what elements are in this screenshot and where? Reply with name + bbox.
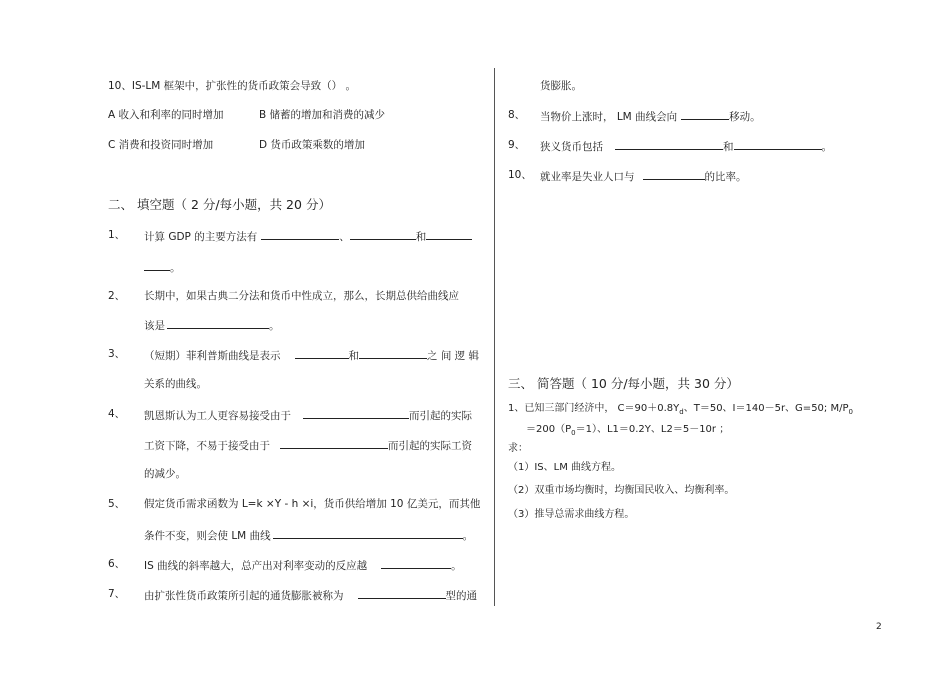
q10-stem: 10、IS-LM 框架中，扩张性的货币政策会导致（） 。	[108, 80, 356, 92]
fill-q2-line2: 该是 。	[144, 317, 280, 333]
fill-q1-number: 1、	[108, 229, 126, 241]
blank-line	[273, 527, 463, 539]
blank-line	[358, 587, 446, 599]
fill-q7-number: 7、	[108, 588, 126, 600]
blank-line	[144, 259, 170, 271]
fill-q8-line: 当物价上涨时， LM 曲线会向 移动。	[540, 108, 761, 124]
fill-q1-line1: 计算 GDP 的主要方法有 、 和	[144, 228, 472, 244]
blank-line	[615, 138, 723, 150]
blank-line	[643, 168, 705, 180]
fill-q6-line1: IS 曲线的斜率越大，总产出对利率变动的反应越 。	[144, 557, 462, 573]
blank-line	[280, 437, 388, 449]
blank-line	[350, 228, 416, 240]
q10-option-c: C 消费和投资同时增加	[108, 139, 214, 151]
fill-q10-number: 10、	[508, 169, 532, 181]
fill-q9-number: 9、	[508, 139, 526, 151]
section2-heading: 二、 填空题（ 2 分/每小题，共 20 分）	[108, 197, 331, 212]
blank-line	[359, 347, 427, 359]
blank-line	[734, 138, 822, 150]
q10-option-b: B 储蓄的增加和消费的减少	[259, 109, 386, 121]
fill-q5-line1: 假定货币需求函数为 L=k ×Y - h ×i，货币供给增加 10 亿美元，而其他	[144, 498, 481, 510]
q1-line1: 1、已知三部门经济中， $C=90+0.8Y_d$、T＝50、I＝140－5r、G=50; $M/P_0$	[508, 403, 853, 416]
fill-q4-line1: 凯恩斯认为工人更容易接受由于 而引起的实际	[144, 407, 472, 423]
fill-q8-number: 8、	[508, 109, 526, 121]
blank-line	[261, 228, 339, 240]
fill-q9-line: 狭义货币包括 和 。	[540, 138, 832, 154]
section3-heading: 三、 简答题（ 10 分/每小题，共 30 分）	[508, 376, 739, 391]
fill-q2-number: 2、	[108, 290, 126, 302]
fill-q3-line2: 关系的曲线。	[144, 378, 207, 390]
q1-part3: （3）推导总需求曲线方程。	[508, 509, 635, 520]
q1-line2: $=200(P_0=1)$、L1＝0.2Y、L2＝5－10r ；	[526, 424, 730, 437]
fill-q10-line: 就业率是失业人口与 的比率。	[540, 168, 747, 184]
fill-q2-line1: 长期中，如果古典二分法和货币中性成立，那么，长期总供给曲线应	[144, 290, 459, 302]
fill-q5-number: 5、	[108, 498, 126, 510]
blank-line	[681, 108, 729, 120]
q1-part2: （2）双重市场均衡时，均衡国民收入、均衡利率。	[508, 485, 735, 496]
q10-option-d: D 货币政策乘数的增加	[259, 139, 365, 151]
blank-line	[303, 407, 409, 419]
blank-line	[381, 557, 451, 569]
blank-line	[426, 228, 472, 240]
q1-part1: （1）IS、LM 曲线方程。	[508, 462, 622, 473]
fill-q4-number: 4、	[108, 408, 126, 420]
blank-line	[167, 317, 269, 329]
fill-q4-line3: 的减少。	[144, 468, 186, 480]
fill-q3-number: 3、	[108, 348, 126, 360]
column-divider	[494, 68, 495, 606]
q10-option-a: A 收入和利率的同时增加	[108, 109, 224, 121]
fill-q4-line2: 工资下降，不易于接受由于 而引起的实际工资	[144, 437, 472, 453]
fill-q3-line1: （短期）菲利普斯曲线是表示 和 之 间 逻 辑	[144, 347, 479, 363]
fill-q7-line1: 由扩张性货币政策所引起的通货膨胀被称为 型的通	[144, 587, 477, 603]
fill-q6-number: 6、	[108, 558, 126, 570]
blank-line	[295, 347, 349, 359]
page-number: 2	[876, 622, 882, 632]
fill-q5-line2: 条件不变，则会使 LM 曲线 。	[144, 527, 473, 543]
fill-q1-line2: 。	[144, 259, 181, 275]
q1-ask: 求：	[508, 443, 528, 454]
q7-continuation: 货膨胀。	[540, 80, 582, 92]
